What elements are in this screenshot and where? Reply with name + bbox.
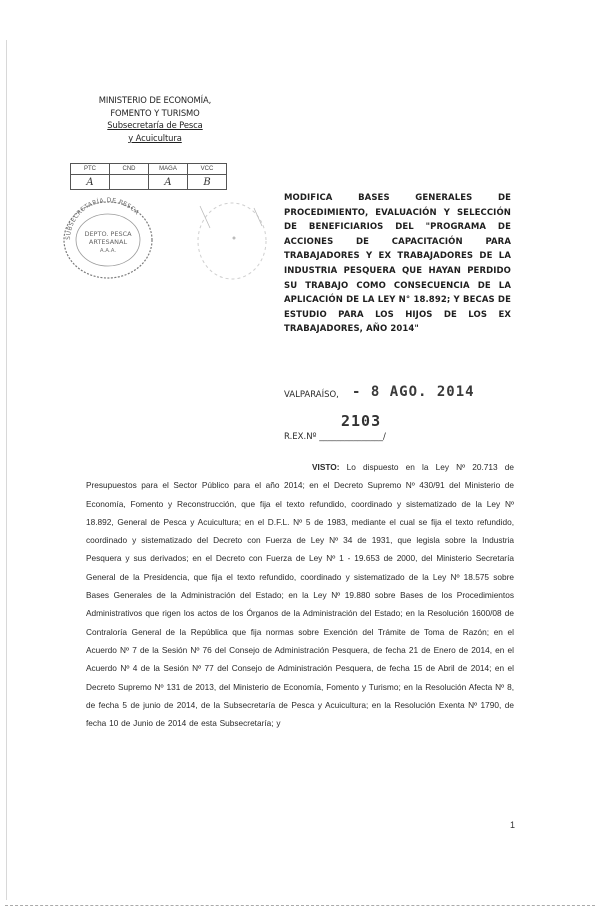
- official-seal-stamp: [58, 194, 158, 282]
- place-label: VALPARAÍSO,: [284, 390, 339, 400]
- approval-header-maga: MAGA: [149, 164, 188, 175]
- approval-mark-ptc: A: [71, 175, 110, 190]
- approval-mark-maga: A: [149, 175, 188, 190]
- approval-header-cnd: CND: [110, 164, 149, 175]
- faint-stamp-mark: [192, 198, 272, 284]
- date-stamp: - 8 AGO. 2014: [352, 384, 475, 400]
- resolution-label: R.EX.Nº _______________/: [284, 432, 386, 442]
- visto-heading: VISTO:: [312, 462, 340, 472]
- seal-center-line-1: DEPTO. PESCA: [84, 230, 132, 238]
- approval-mark-cnd: [110, 175, 149, 190]
- header-line-subsecretaria: Subsecretaría de Pesca: [107, 120, 203, 130]
- visto-body-text: Lo dispuesto en la Ley Nº 20.713 de Presupuestos para el Sector Público para el año 2014; en el Decreto Supremo Nº 430/91 del Ministerio de Economía, Fomento y Reconstrucción, que fija el texto refundido, coordinado y sistematizado de la Ley Nº 18.892, General de Pesca y Acuicultura; en el D.F.L. Nº 5 de 1983, mediante el cual se fija el texto refundido, coordinado y sistematizado del Decreto con Fuerza de Ley Nº 34 de 1931, que legisla sobre la Industria Pesquera y sus derivados; en el Decreto con Fuerza de Ley Nº 1 - 19.653 de 2000, del Ministerio Secretaría General de la Presidencia, que fija el texto refundido, coordinado y sistematizado de la Ley Nº 18.575 sobre Bases Generales de la Administración del Estado; en la Ley Nº 19.880 sobre Bases de los Procedimientos Administrativos que rigen los actos de los Órganos de la Administración del Estado; en la Resolución 1600/08 de Contraloría General de la República que fija normas sobre Exención del Trámite de Toma de Razón; en el Acuerdo Nº 7 de la Sesión Nº 76 del Consejo de Administración Pesquera, de fecha 21 de Enero de 2014, en el Acuerdo Nº 4 de la Sesión Nº 77 del Consejo de Administración Pesquera, de fecha 15 de Abril de 2014; en el Decreto Supremo Nº 131 de 2013, del Ministerio de Economía, Fomento y Turismo; en la Resolución Afecta Nº 8, de fecha 5 de junio de 2014, de la Subsecretaría de Pesca y Acuicultura; en la Resolución Exenta Nº 1790, de fecha 10 de Junio de 2014 de esta Subsecretaría; y: [86, 462, 514, 729]
- ministry-header: [75, 94, 235, 144]
- approval-header-ptc: PTC: [71, 164, 110, 175]
- seal-ring-text: SUBSECRETARÍA DE PESCA: [64, 196, 141, 241]
- approval-mark-vcc: B: [188, 175, 227, 190]
- header-line-ministry: MINISTERIO DE ECONOMÍA,: [98, 95, 212, 105]
- bottom-rule: [5, 905, 595, 906]
- resolution-number: 2103: [341, 412, 382, 430]
- visto-paragraph: [86, 458, 514, 732]
- approval-initials-table: [70, 163, 227, 190]
- page-mark: 1: [510, 820, 516, 830]
- seal-center-line-3: A.A.A.: [99, 248, 117, 254]
- resolution-title: MODIFICA BASES GENERALES DE PROCEDIMIENTO, EVALUACIÓN Y SELECCIÓN DE BENEFICIARIOS DEL "PROGRAMA DE ACCIONES DE CAPACITACIÓN PARA TRABAJADORES Y EX TRABAJADORES DE LA INDUSTRIA PESQUERA QUE HAYAN PERDIDO SU TRABAJO COMO CONSECUENCIA DE LA APLICACIÓN DE LA LEY N° 18.892; Y BECAS DE ESTUDIO PARA LOS HIJOS DE LOS EX TRABAJADORES, AÑO 2014": [284, 193, 511, 335]
- header-line-acuicultura: y Acuicultura: [128, 132, 182, 143]
- page-edge-line: [6, 40, 7, 900]
- seal-center-line-2: ARTESANAL: [88, 238, 128, 246]
- approval-header-vcc: VCC: [188, 164, 227, 175]
- header-line-fomento: FOMENTO Y TURISMO: [110, 107, 200, 118]
